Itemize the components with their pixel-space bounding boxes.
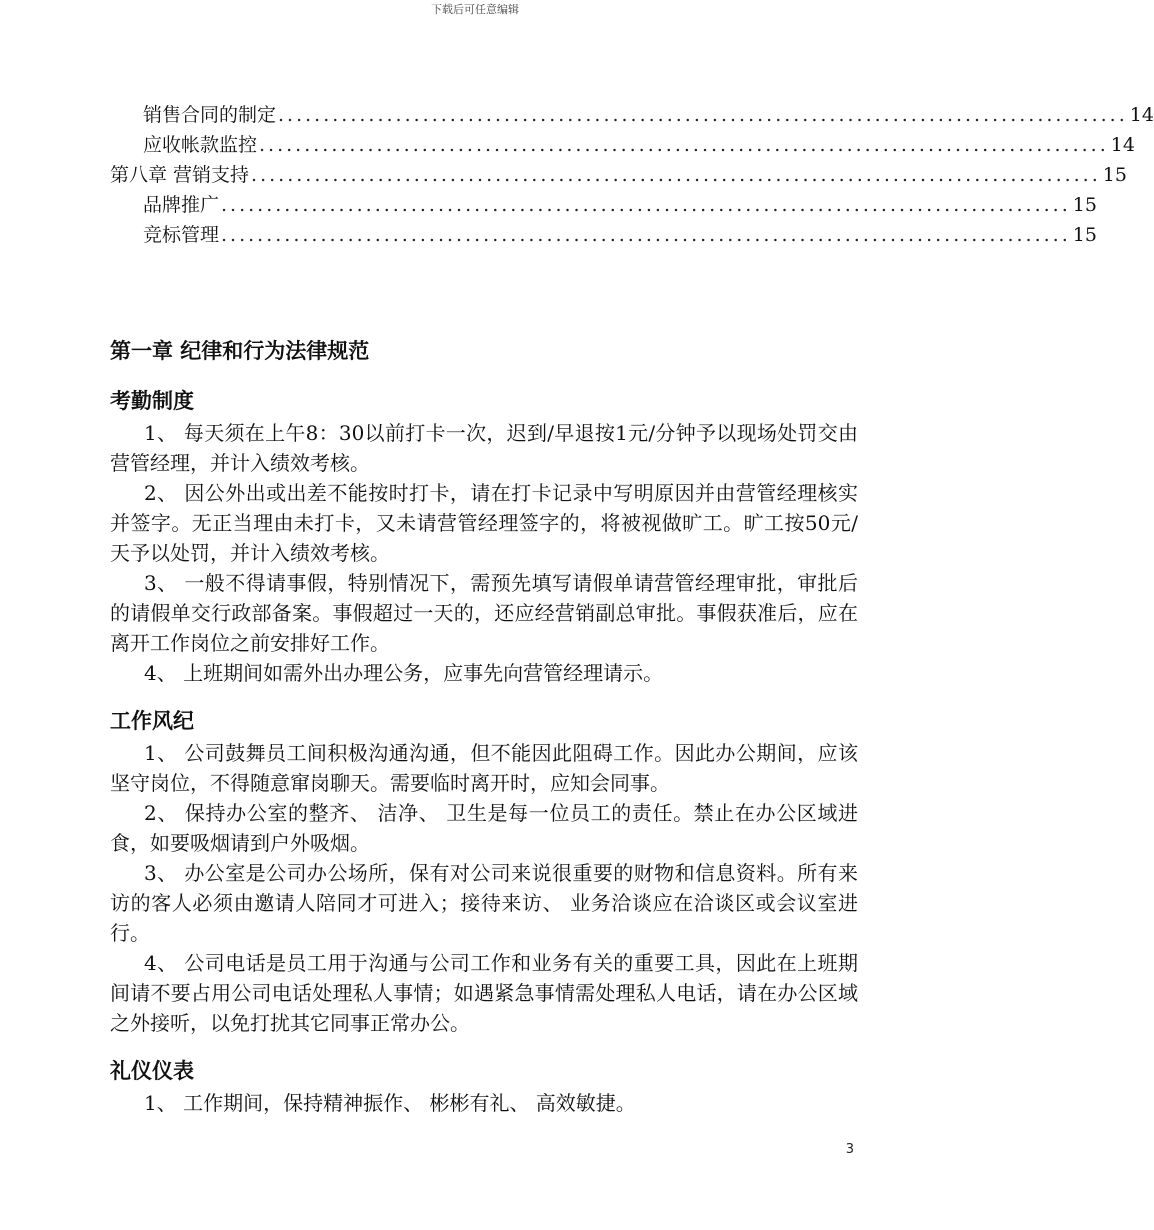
toc-entry-title: 品牌推广 (143, 194, 220, 216)
table-of-contents (110, 100, 1154, 250)
toc-leader-dots: .............................................................................................. (259, 134, 1109, 156)
page-number: 3 (845, 1142, 854, 1157)
section-title: 考勤制度 (110, 389, 194, 413)
toc-entry (110, 130, 1135, 160)
chapter-title: 第一章 纪律和行为法律规范 (110, 339, 370, 363)
paragraph: 2、 因公外出或出差不能按时打卡，请在打卡记录中写明原因并由营管经理核实并签字。无正当理由未打卡，又未请营管经理签字的，将被视做旷工。旷工按50元/天予以处罚，并计入绩效考核。 (110, 481, 858, 565)
paragraph: 1、 工作期间，保持精神振作、 彬彬有礼、 高效敏捷。 (144, 1091, 636, 1115)
toc-entry (110, 100, 1154, 130)
toc-entry (110, 190, 1097, 220)
toc-entry-title: 竞标管理 (143, 224, 220, 246)
toc-entry-title: 应收帐款监控 (143, 134, 258, 156)
toc-entry-title: 销售合同的制定 (143, 104, 277, 126)
document-body (110, 334, 858, 1118)
section-title: 工作风纪 (110, 709, 194, 733)
toc-entry-page: 14 (1110, 134, 1135, 156)
toc-leader-dots: .............................................................................................. (221, 224, 1071, 246)
toc-entry-page: 14 (1129, 104, 1154, 126)
section-title: 礼仪仪表 (110, 1059, 194, 1083)
paragraph: 3、 办公室是公司办公场所，保有对公司来说很重要的财物和信息资料。所有来访的客人必须由邀请人陪同才可进入；接待来访、 业务洽谈应在洽谈区或会议室进行。 (110, 861, 858, 945)
paragraph: 4、 上班期间如需外出办理公务，应事先向营管经理请示。 (144, 661, 664, 685)
toc-entry-title: 第八章 营销支持 (110, 164, 250, 186)
toc-leader-dots: .............................................................................................. (278, 104, 1128, 126)
toc-leader-dots: .............................................................................................. (251, 164, 1101, 186)
paragraph: 1、 公司鼓舞员工间积极沟通沟通，但不能因此阻碍工作。因此办公期间，应该坚守岗位，不得随意窜岗聊天。需要临时离开时，应知会同事。 (110, 741, 858, 795)
paragraph: 3、 一般不得请事假，特别情况下，需预先填写请假单请营管经理审批，审批后的请假单交行政部备案。事假超过一天的，还应经营销副总审批。事假获准后，应在离开工作岗位之前安排好工作。 (110, 571, 858, 655)
toc-entry (110, 160, 1127, 190)
page-header: 下载后可任意编辑 (431, 3, 519, 16)
toc-leader-dots: .............................................................................................. (221, 194, 1071, 216)
paragraph: 2、 保持办公室的整齐、 洁净、 卫生是每一位员工的责任。禁止在办公区域进食，如要吸烟请到户外吸烟。 (110, 801, 858, 855)
toc-entry-page: 15 (1072, 224, 1097, 246)
toc-entry (110, 220, 1097, 250)
toc-entry-page: 15 (1072, 194, 1097, 216)
paragraph: 1、 每天须在上午8：30以前打卡一次，迟到/早退按1元/分钟予以现场处罚交由营管经理，并计入绩效考核。 (110, 421, 858, 475)
paragraph: 4、 公司电话是员工用于沟通与公司工作和业务有关的重要工具，因此在上班期间请不要占用公司电话处理私人事情；如遇紧急事情需处理私人电话，请在办公区域之外接听，以免打扰其它同事正常办公。 (110, 951, 858, 1035)
toc-entry-page: 15 (1102, 164, 1127, 186)
